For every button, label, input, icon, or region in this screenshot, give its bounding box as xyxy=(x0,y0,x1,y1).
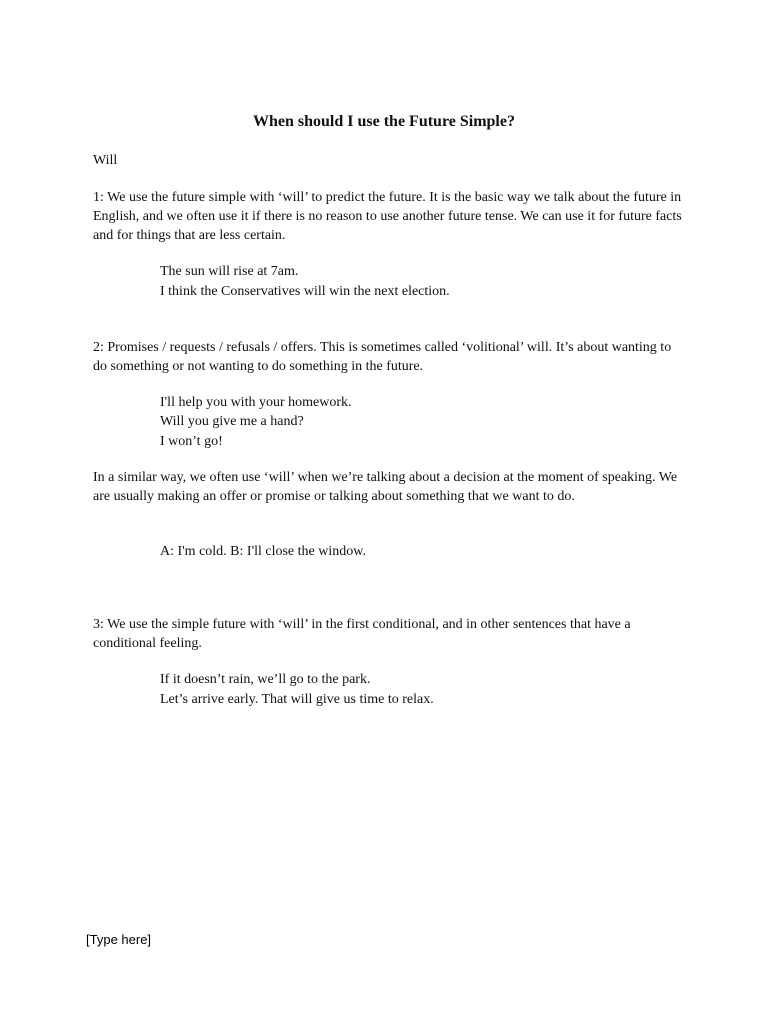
list-item xyxy=(93,542,683,562)
list-item-text: Will you give me a hand? xyxy=(160,414,304,429)
section-1-paragraph: 1: We use the future simple with ‘will’ to predict the future. It is the basic way we talk about the future in English, and we often use it if there is no reason to use another future tense. We can use it for future facts and for things that are less certain. xyxy=(93,190,682,243)
list-item-text: I think the Conservatives will win the next election. xyxy=(160,284,450,299)
list-item xyxy=(93,432,683,452)
section-2-followup-paragraph: In a similar way, we often use ‘will’ when we’re talking about a decision at the moment of speaking. We are usually making an offer or promise or talking about something that we want to do. xyxy=(93,470,678,504)
list-item xyxy=(93,282,683,302)
document-title: When should I use the Future Simple? xyxy=(253,113,515,130)
section-2-paragraph: 2: Promises / requests / refusals / offers. This is sometimes called ‘volitional’ will. It’s about wanting to do something or not wanting to do something in the future. xyxy=(93,340,672,374)
list-item xyxy=(93,412,683,432)
list-item-text: The sun will rise at 7am. xyxy=(160,264,299,279)
footer-placeholder[interactable]: [Type here] xyxy=(86,932,152,947)
list-item xyxy=(93,690,683,710)
list-item xyxy=(93,393,683,413)
section-3-paragraph: 3: We use the simple future with ‘will’ in the first conditional, and in other sentences that have a conditional feeling. xyxy=(93,617,631,651)
list-item-text: Let’s arrive early. That will give us time to relax. xyxy=(160,692,434,707)
list-item xyxy=(93,670,683,690)
heading-will: Will xyxy=(93,153,118,168)
list-item-text: I'll help you with your homework. xyxy=(160,395,352,410)
list-item xyxy=(93,262,683,282)
list-item-text: If it doesn’t rain, we’ll go to the park. xyxy=(160,672,371,687)
list-item-text: A: I'm cold. B: I'll close the window. xyxy=(160,544,366,559)
list-item-text: I won’t go! xyxy=(160,434,223,449)
